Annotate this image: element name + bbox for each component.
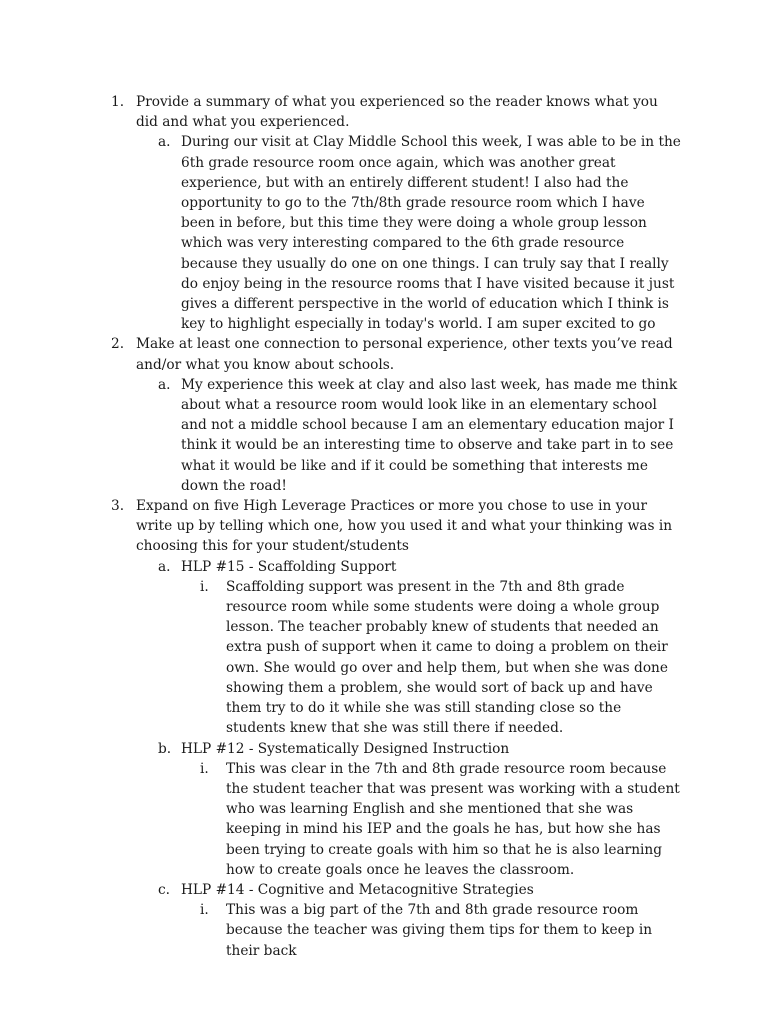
- hlp-heading: HLP #12 - Systematically Designed Instruction: [181, 740, 510, 757]
- question-text: Make at least one connection to personal experience, other texts you’ve read and/or what you know about schools.: [136, 336, 673, 373]
- hlp-detail: This was clear in the 7th and 8th grade resource room because the student teacher that was present was working with a student who was learning English and she mentioned that she was keeping in mind his IEP and the goals he has, but how she has been trying to create goals with him so that he is also learning how to create goals once he leaves the classroom.: [226, 760, 680, 878]
- list-item-1: [111, 92, 681, 132]
- list-item-3c-i: [200, 900, 681, 961]
- list-item-3c: [158, 880, 681, 900]
- list-marker: 2.: [111, 336, 125, 353]
- list-marker: a.: [158, 558, 171, 575]
- list-item-3b-i: [200, 759, 681, 880]
- hlp-detail: This was a big part of the 7th and 8th grade resource room because the teacher was giving them tips for them to keep in their back: [226, 902, 653, 959]
- document-page: [0, 92, 768, 961]
- list-marker: 1.: [111, 94, 125, 110]
- question-text: Expand on five High Leverage Practices or more you chose to use in your write up by telling which one, how you used it and what your thinking was in choosing this for your student/students: [136, 498, 673, 555]
- list-marker: a.: [158, 376, 171, 393]
- answer-text: My experience this week at clay and also last week, has made me think about what a resource room would look like in an elementary school and not a middle school because I am an elementary education major I think it would be an interesting time to observe and take part in to see what it would be like and if it could be something that interests me down the road!: [181, 376, 678, 494]
- list-marker: c.: [158, 881, 171, 898]
- list-marker: b.: [158, 740, 172, 757]
- list-marker: a.: [158, 134, 171, 151]
- list-item-2: [111, 334, 681, 374]
- list-marker: i.: [200, 760, 209, 777]
- hlp-detail: Scaffolding support was present in the 7th and 8th grade resource room while some students were doing a whole group lesson. The teacher probably knew of students that needed an extra push of support when it came to doing a problem on their own. She would go over and help them, but when she was done showing them a problem, she would sort of back up and have them try to do it while she was still standing close so the students knew that she was still there if needed.: [226, 578, 668, 737]
- list-item-3a-i: [200, 577, 681, 739]
- list-item-1a: [158, 132, 681, 334]
- list-marker: i.: [200, 578, 209, 595]
- list-marker: i.: [200, 902, 209, 919]
- answer-text: During our visit at Clay Middle School this week, I was able to be in the 6th grade resource room once again, which was another great experience, but with an entirely different student! I also had the opportunity to go to the 7th/8th grade resource room which I have been in before, but this time they were doing a whole group lesson which was very interesting compared to the 6th grade resource because they usually do one on one things. I can truly say that I really do enjoy being in the resource rooms that I have visited because it just gives a different perspective in the world of education which I think is key to highlight especially in today's world. I am super excited to go: [181, 134, 681, 333]
- hlp-heading: HLP #15 - Scaffolding Support: [181, 558, 397, 575]
- question-text: Provide a summary of what you experienced so the reader knows what you did and what you experienced.: [136, 94, 658, 131]
- list-item-3b: [158, 739, 681, 759]
- list-item-3: [111, 496, 681, 557]
- list-marker: 3.: [111, 498, 125, 515]
- list-item-2a: [158, 375, 681, 496]
- list-item-3a: [158, 557, 681, 577]
- hlp-heading: HLP #14 - Cognitive and Metacognitive Strategies: [181, 881, 534, 898]
